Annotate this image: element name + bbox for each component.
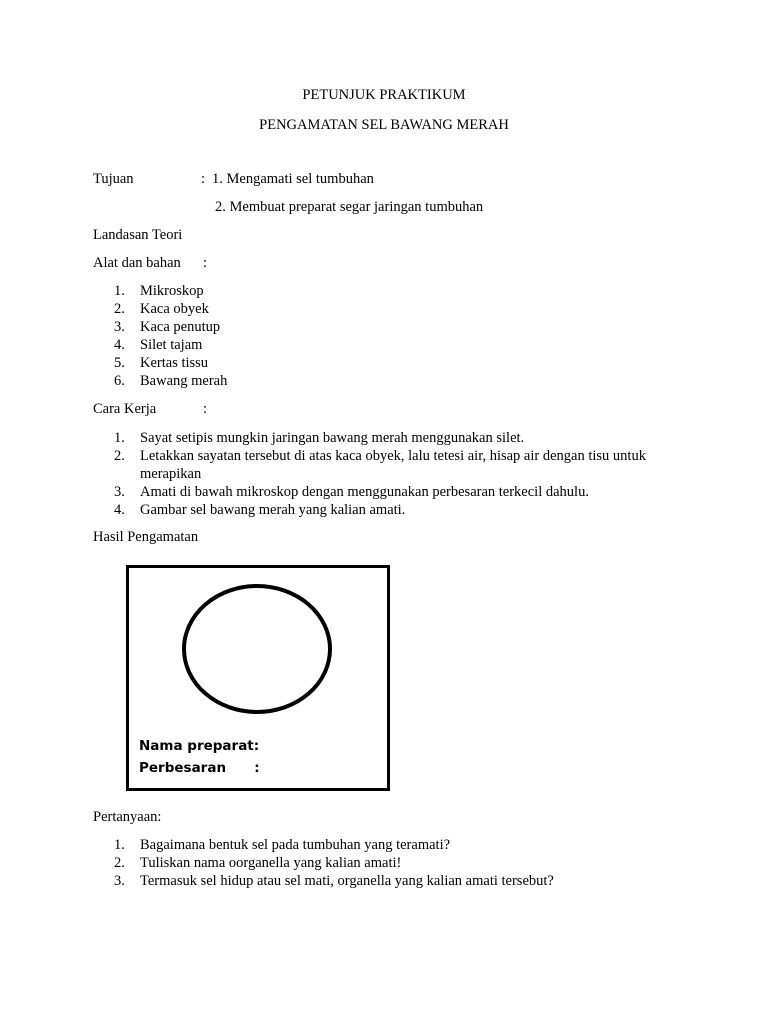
landasan-teori-heading: Landasan Teori bbox=[93, 227, 183, 243]
pertanyaan-list bbox=[114, 836, 554, 890]
list-item: 6. Bawang merah bbox=[114, 373, 228, 389]
list-item: 2. Kaca obyek bbox=[114, 301, 209, 317]
cara-kerja-colon: : bbox=[203, 401, 208, 417]
tujuan-colon: : bbox=[201, 171, 206, 187]
tujuan-label: Tujuan bbox=[93, 171, 134, 187]
pertanyaan-heading: Pertanyaan: bbox=[93, 809, 162, 825]
list-item: 5. Kertas tissu bbox=[114, 355, 209, 371]
cara-kerja-list bbox=[114, 429, 650, 519]
list-item: 3. Termasuk sel hidup atau sel mati, organella yang kalian amati tersebut? bbox=[114, 873, 554, 889]
list-item: 1. Mikroskop bbox=[114, 283, 204, 299]
hasil-pengamatan-heading: Hasil Pengamatan bbox=[93, 529, 199, 545]
observation-box bbox=[126, 565, 390, 791]
cara-kerja-heading: Cara Kerja bbox=[93, 401, 157, 417]
list-item: 1. Sayat setipis mungkin jaringan bawang merah menggunakan silet. bbox=[114, 430, 525, 446]
tujuan-item-2: 2. Membuat preparat segar jaringan tumbuhan bbox=[215, 199, 484, 215]
cell-outline bbox=[184, 586, 330, 712]
tujuan-item-1: 1. Mengamati sel tumbuhan bbox=[212, 171, 374, 187]
list-item: 4. Silet tajam bbox=[114, 337, 203, 353]
nama-preparat-label: Nama preparat: bbox=[139, 738, 260, 754]
perbesaran-label: Perbesaran : bbox=[139, 760, 260, 776]
alat-bahan-colon: : bbox=[203, 255, 208, 271]
list-item: 2. Tuliskan nama oorganella yang kalian amati! bbox=[114, 855, 402, 871]
alat-bahan-list bbox=[114, 282, 227, 390]
list-item: 1. Bagaimana bentuk sel pada tumbuhan yang teramati? bbox=[114, 837, 451, 853]
page-subtitle: PENGAMATAN SEL BAWANG MERAH bbox=[259, 117, 509, 133]
list-item: 4. Gambar sel bawang merah yang kalian amati. bbox=[114, 502, 406, 518]
list-item: 2. Letakkan sayatan tersebut di atas kaca obyek, lalu tetesi air, hisap air dengan tisu untuk merapikan bbox=[114, 448, 646, 482]
cell-drawing bbox=[129, 568, 387, 788]
alat-bahan-heading: Alat dan bahan bbox=[93, 255, 181, 271]
page-title: PETUNJUK PRAKTIKUM bbox=[302, 87, 466, 103]
list-item: 3. Kaca penutup bbox=[114, 319, 221, 335]
list-item: 3. Amati di bawah mikroskop dengan menggunakan perbesaran terkecil dahulu. bbox=[114, 484, 589, 500]
